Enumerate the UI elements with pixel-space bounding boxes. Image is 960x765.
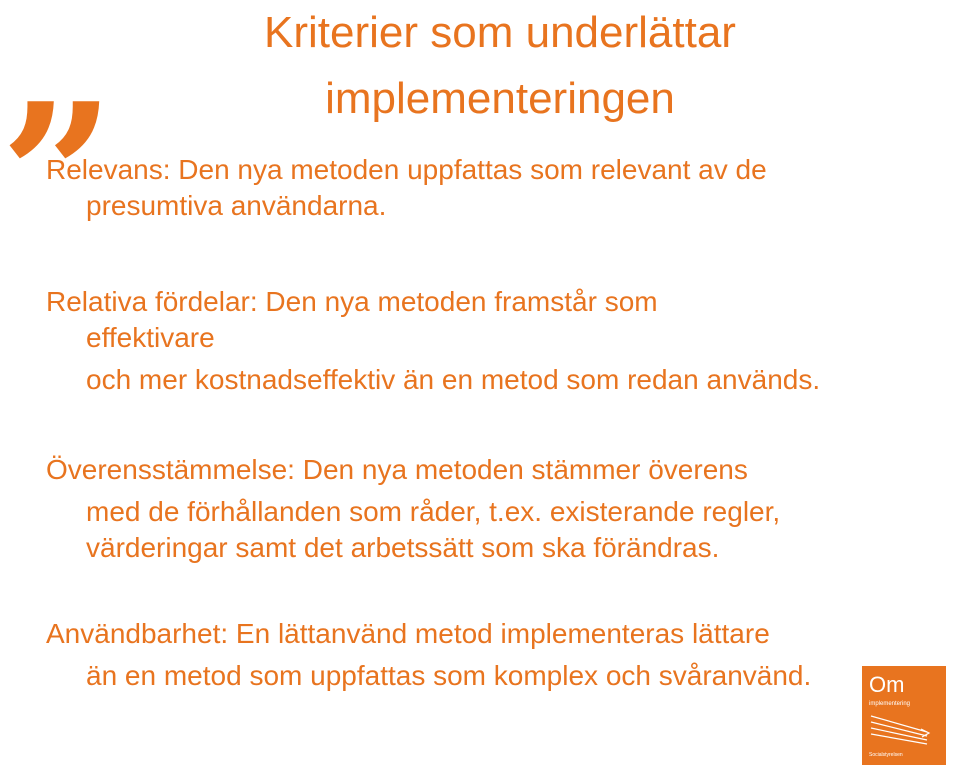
- slide-title: [150, 0, 850, 132]
- book-publisher: Socialstyrelsen: [869, 752, 903, 758]
- criterion-text: värderingar samt det arbetssätt som ska förändras.: [86, 532, 720, 563]
- title-line-1: Kriterier som underlättar: [264, 8, 736, 57]
- criterion-text: med de förhållanden som råder, t.ex. existerande regler,: [86, 496, 781, 527]
- criterion-relevans: [46, 152, 946, 224]
- quote-mark-icon: ”: [0, 60, 94, 295]
- criterion-text: presumtiva användarna.: [86, 190, 387, 221]
- arrows-icon: [869, 710, 939, 750]
- criterion-relativa-fordelar: [46, 284, 946, 398]
- criterion-lead: Relevans: Den nya metoden uppfattas som relevant av de: [46, 154, 767, 185]
- criterion-lead: Användbarhet: En lättanvänd metod implementeras lättare: [46, 618, 770, 649]
- book-title: Om: [869, 672, 905, 697]
- book-cover: [862, 666, 946, 765]
- criterion-text: och mer kostnadseffektiv än en metod som redan används.: [86, 364, 821, 395]
- criterion-text: effektivare: [86, 322, 215, 353]
- criterion-overensstammelse: [46, 452, 946, 566]
- criterion-lead: Överensstämmelse: Den nya metoden stämmer överens: [46, 454, 748, 485]
- criterion-lead: Relativa fördelar: Den nya metoden framstår som: [46, 286, 658, 317]
- title-line-2: implementeringen: [325, 74, 675, 123]
- criterion-text: än en metod som uppfattas som komplex och svåranvänd.: [86, 660, 812, 691]
- book-subtitle: implementering: [869, 701, 911, 707]
- criterion-anvandbarhet: [46, 616, 946, 697]
